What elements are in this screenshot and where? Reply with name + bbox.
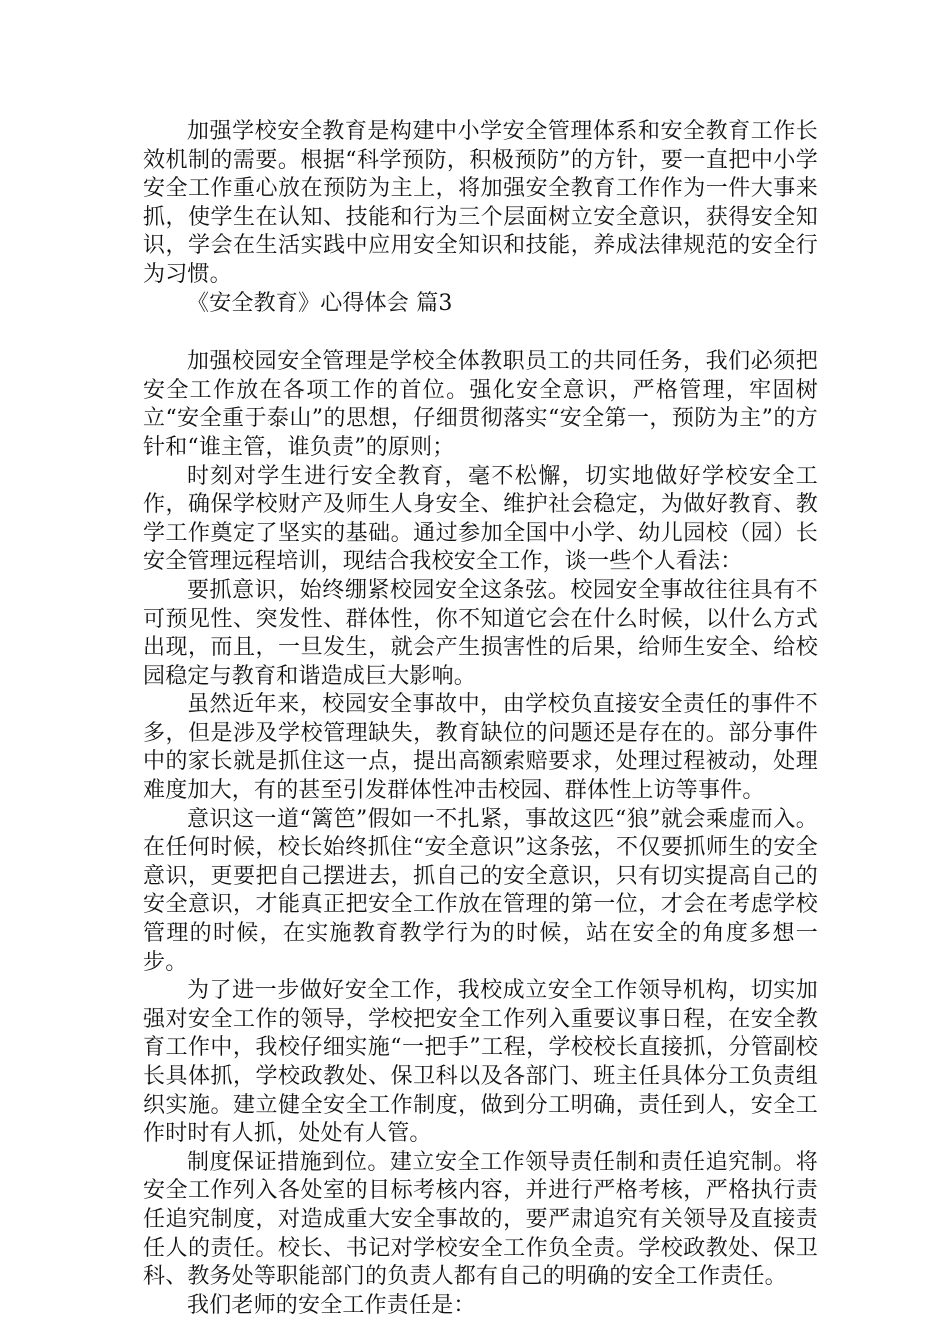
- section-title: 《安全教育》心得体会 篇3: [187, 290, 453, 316]
- paragraph-awareness: 要抓意识，始终绷紧校园安全这条弦。校园安全事故往往具有不可预见性、突发性、群体性，你不知道它会在什么时候，以什么方式出现，而且，一旦发生，就会产生损害性的后果，给师生安全、给校园稳定与教育和谐造成巨大影响。: [143, 577, 818, 689]
- paragraph-leadership: 为了进一步做好安全工作，我校成立安全工作领导机构，切实加强对安全工作的领导，学校把安全工作列入重要议事日程，在安全教育工作中，我校仔细实施“一把手”工程，学校校长直接抓，分管副校长具体抓，学校政教处、保卫科以及各部门、班主任具体分工负责组织实施。建立健全安全工作制度，做到分工明确，责任到人，安全工作时时有人抓，处处有人管。: [143, 978, 818, 1147]
- paragraph-fence-metaphor: 意识这一道“篱笆”假如一不扎紧，事故这匹“狼”就会乘虚而入。在任何时候，校长始终抓住“安全意识”这条弦，不仅要抓师生的安全意识，更要把自己摆进去，抓自己的安全意识，只有切实提高自己的安全意识，才能真正把安全工作放在管理的第一位，才会在考虑学校管理的时候，在实施教育教学行为的时候，站在安全的角度多想一步。: [143, 806, 818, 975]
- document-page: [143, 118, 818, 1320]
- paragraph-education-need: 加强学校安全教育是构建中小学安全管理体系和安全教育工作长效机制的需要。根据“科学预防，积极预防”的方针，要一直把中小学安全工作重心放在预防为主上，将加强安全教育工作作为一件大事来抓，使学生在认知、技能和行为三个层面树立安全意识，获得安全知识，学会在生活实践中应用安全知识和技能，养成法律规范的安全行为习惯。: [143, 119, 818, 287]
- paragraph-system-guarantee: 制度保证措施到位。建立安全工作领导责任制和责任追究制。将安全工作列入各处室的目标考核内容，并进行严格考核，严格执行责任追究制度，对造成重大安全事故的，要严肃追究有关领导及直接责任人的责任。校长、书记对学校安全工作负全责。学校政教处、保卫科、教务处等职能部门的负责人都有自己的明确的安全工作责任。: [143, 1149, 818, 1290]
- paragraph-safety-education: 时刻对学生进行安全教育，毫不松懈，切实地做好学校安全工作，确保学校财产及师生人身安全、维护社会稳定，为做好教育、教学工作奠定了坚实的基础。通过参加全国中小学、幼儿园校（园）长安全管理远程培训，现结合我校安全工作，谈一些个人看法：: [143, 463, 818, 575]
- paragraph-teacher-responsibility: 我们老师的安全工作责任是：: [187, 1292, 476, 1318]
- section-spacer: [143, 318, 818, 348]
- paragraph-accidents: 虽然近年来，校园安全事故中，由学校负直接安全责任的事件不多，但是涉及学校管理缺失，教育缺位的问题还是存在的。部分事件中的家长就是抓住这一点，提出高额索赔要求，处理过程被动，处理难度加大，有的甚至引发群体性冲击校园、群体性上访等事件。: [143, 692, 818, 804]
- paragraph-campus-management: 加强校园安全管理是学校全体教职员工的共同任务，我们必须把安全工作放在各项工作的首位。强化安全意识，严格管理，牢固树立“安全重于泰山”的思想，仔细贯彻落实“安全第一，预防为主”的方针和“谁主管，谁负责”的原则；: [143, 349, 818, 460]
